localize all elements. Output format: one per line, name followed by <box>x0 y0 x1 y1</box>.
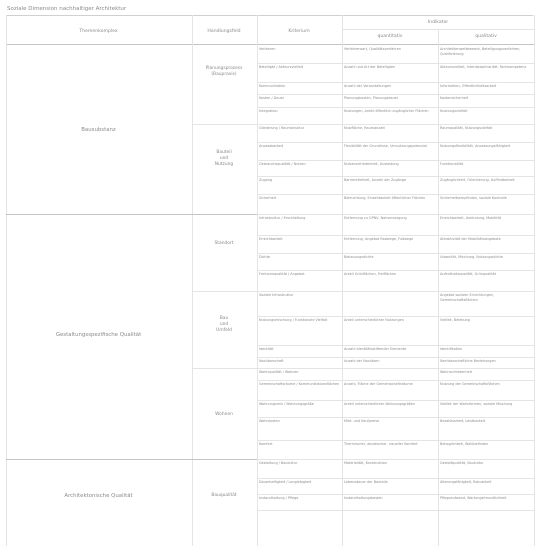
row-line <box>257 459 534 460</box>
kriterium-cell: Gemeinschaftsräume / Kommunikationsflächen <box>259 382 340 386</box>
qualitativ-cell: Funktionalität <box>440 162 464 166</box>
quantitativ-cell: Verfahrensart, Qualitätsverfahren <box>344 47 401 51</box>
qualitativ-cell: Alterungsfähigkeit, Robustheit <box>440 480 492 484</box>
row-line <box>257 235 534 236</box>
quantitativ-cell: Bebauungsdichte <box>344 255 374 259</box>
qualitativ-cell: Attraktivität der Mobilitätsangebote <box>440 237 501 241</box>
quantitativ-cell: Anzahl und Art der Beteiligten <box>344 65 396 69</box>
row-line <box>257 494 534 495</box>
row-line <box>257 478 534 479</box>
col-line-left <box>6 15 7 546</box>
header-qualitativ: qualitativ <box>475 34 497 39</box>
sub-separator-3 <box>192 368 257 369</box>
qualitativ-cell: Raumqualität, Nutzungsvielfalt <box>440 126 493 130</box>
row-line <box>257 194 534 195</box>
kriterium-cell: Wohnqualität / Wohnen <box>259 370 299 374</box>
handlungsfeld-planungsprozess: Planungsprozess (Baupraxis) <box>205 66 243 77</box>
sub-separator-1 <box>192 124 257 125</box>
kriterium-cell: Erreichbarkeit <box>259 237 283 241</box>
quantitativ-cell: Thermischer, akustischer, visueller Komfort <box>344 442 418 446</box>
kriterium-cell: Gestaltung / Baukultur <box>259 461 298 465</box>
qualitativ-cell: Vielfalt, Belebung <box>440 318 470 322</box>
row-line <box>257 510 534 511</box>
quantitativ-cell: Lebensdauer der Bauteile <box>344 480 388 484</box>
row-line <box>257 417 534 418</box>
row-line <box>257 176 534 177</box>
header-handlungsfeld: Handlungsfeld <box>207 29 241 34</box>
qualitativ-cell: Nachbarschaftliche Beziehungen <box>440 359 496 363</box>
qualitativ-cell: Nutzungsflexibilität, Anpassungsfähigkeit <box>440 144 511 148</box>
themenkomplex-architektur: Architektonische Qualität <box>64 493 133 499</box>
row-line <box>257 440 534 441</box>
quantitativ-cell: Anteil unterschiedlicher Wohnungsgrößen <box>344 402 416 406</box>
row-line <box>257 357 534 358</box>
themenkomplex-gestaltung: Gestaltungsspezifische Qualität <box>55 332 142 338</box>
kriterium-cell: Infrastruktur / Erschließung <box>259 216 306 220</box>
kriterium-cell: Dichte <box>259 255 270 259</box>
row-line <box>257 94 534 95</box>
header-quantitativ: quantitativ <box>377 34 403 39</box>
quantitativ-cell: Anteil unterschiedlicher Nutzungen <box>344 318 404 322</box>
qualitativ-cell: Information, Öffentlichkeitsarbeit <box>440 84 497 88</box>
quantitativ-cell: Anteil Grünflächen, Freiflächen <box>344 272 397 276</box>
table-title: Soziale Dimension nachhaltiger Architektur <box>7 4 533 16</box>
quantitativ-cell: Anzahl der Nachbarn <box>344 359 380 363</box>
row-line <box>257 380 534 381</box>
qualitativ-cell: Vielfalt der Wohnformen, soziale Mischung <box>440 402 513 406</box>
row-line <box>257 316 534 317</box>
handlungsfeld-standort: Standort <box>214 241 234 246</box>
row-line <box>257 368 534 369</box>
kriterium-cell: Kosten / Dauer <box>259 96 285 100</box>
row-line <box>257 400 534 401</box>
kriterium-cell: Kommunikation <box>259 84 286 88</box>
quantitativ-cell: Materialität, Konstruktion <box>344 461 387 465</box>
qualitativ-cell: Sicherheitsempfinden, soziale Kontrolle <box>440 196 507 200</box>
header-themenkomplex: Themenkomplex <box>79 29 118 34</box>
qualitativ-cell: Identifikation <box>440 347 463 351</box>
qualitativ-cell: Urbanität, Mischung, Nutzungsdichte <box>440 255 503 259</box>
kriterium-cell: Komfort <box>259 442 273 446</box>
qualitativ-cell: Behaglichkeit, Wohlbefinden <box>440 442 489 446</box>
col-line-right <box>534 15 535 546</box>
col-line-1 <box>192 15 193 546</box>
quantitativ-cell: Entfernung zu ÖPNV, Nahversorgung <box>344 216 407 220</box>
kriterium-cell: Nutzungsmischung / Funktionale Vielfalt <box>259 318 328 322</box>
kriterium-cell: Integration <box>259 109 278 113</box>
kriterium-cell: Verfahren <box>259 47 276 51</box>
quantitativ-cell: Instandhaltungskosten <box>344 496 383 500</box>
quantitativ-cell: Barrierefreiheit, Anzahl der Zugänge <box>344 178 407 182</box>
kriterium-cell: Beteiligte / Akteursvielfalt <box>259 65 304 69</box>
quantitativ-cell: Nutzerzufriedenheit, Auslastung <box>344 162 399 166</box>
qualitativ-cell: Erreichbarkeit, Anbindung, Mobilität <box>440 216 502 220</box>
kriterium-cell: Soziale Infrastruktur <box>259 293 294 297</box>
qualitativ-cell: Gestaltqualität, Baukultur <box>440 461 484 465</box>
kriterium-cell: Wohnkosten <box>259 419 280 423</box>
qualitativ-cell: Nutzung der Gemeinschaftsflächen <box>440 382 500 386</box>
kriterium-cell: Sicherheit <box>259 196 277 200</box>
kriterium-cell: Anpassbarkeit <box>259 144 284 148</box>
sub-separator-2 <box>192 291 257 292</box>
row-line <box>257 270 534 271</box>
qualitativ-cell: Wohnzufriedenheit <box>440 370 472 374</box>
qualitativ-cell: Pflegeaufwand, Wartungsfreundlichkeit <box>440 496 507 500</box>
row-line <box>257 107 534 108</box>
handlungsfeld-bauteil-nutzung: Bauteil und Nutzung <box>214 150 234 167</box>
kriterium-cell: Freiraumqualität / Angebot <box>259 272 305 276</box>
quantitativ-cell: Beleuchtung, Einsehbarkeit öffentlicher Flächen <box>344 196 426 200</box>
kriterium-cell: Dauerhaftigkeit / Langlebigkeit <box>259 480 312 484</box>
kriterium-cell: Instandhaltung / Pflege <box>259 496 299 500</box>
handlungsfeld-bauqualitaet: Bauqualität <box>211 493 237 498</box>
quantitativ-cell: Planungskosten, Planungsdauer <box>344 96 399 100</box>
qualitativ-cell: Nutzungsvielfalt <box>440 109 468 113</box>
quantitativ-cell: Anzahl der Veranstaltungen <box>344 84 392 88</box>
row-line <box>257 82 534 83</box>
handlungsfeld-wohnen: Wohnen <box>215 412 233 417</box>
kriterium-cell: Gebrauchsqualität / Nutzen <box>259 162 306 166</box>
kriterium-cell: Wohnungsmix / Wohnungsgröße <box>259 402 314 406</box>
quantitativ-cell: Anzahl, Fläche der Gemeinschaftsräume <box>344 382 413 386</box>
qualitativ-cell: Architektenwettbewerb, Beteiligungsverfahren, Qualifizierung <box>440 47 521 56</box>
qualitativ-cell: Akteursvielfalt, Interdisziplinarität, Fachkompetenz <box>440 65 527 69</box>
qualitativ-cell: Zugänglichkeit, Orientierung, Auffindbarkeit <box>440 178 515 182</box>
quantitativ-cell: Nutzungen, Anteil öffentlich zugänglicher Flächen <box>344 109 429 113</box>
qualitativ-cell: Kostensicherheit <box>440 96 469 100</box>
qualitativ-cell: Aufenthaltsqualität, Grünqualität <box>440 272 496 276</box>
quantitativ-cell: Flexibilität der Grundrisse, Umnutzungspotenzial <box>344 144 427 148</box>
kriterium-cell: Zugang <box>259 178 273 182</box>
qualitativ-cell: Angebot sozialer Einrichtungen, Gemeinschaftsflächen <box>440 293 495 302</box>
quantitativ-cell: Entfernung, Angebot Radwege, Fußwege <box>344 237 414 241</box>
row-line <box>257 253 534 254</box>
kriterium-cell: Identität <box>259 347 274 351</box>
row-line <box>257 63 534 64</box>
header-kriterium: Kriterium <box>288 29 310 34</box>
row-line <box>257 124 534 125</box>
row-line <box>257 291 534 292</box>
kriterium-cell: Nachbarschaft <box>259 359 284 363</box>
quantitativ-cell: Nutzfläche, Raumanzahl <box>344 126 386 130</box>
handlungsfeld-bau-umfeld: Bau und Umfeld <box>216 316 232 333</box>
themenkomplex-bausubstanz: Bausubstanz <box>81 127 116 133</box>
row-line <box>257 214 534 215</box>
header-indikator: Indikator <box>427 20 449 25</box>
row-line <box>257 160 534 161</box>
header-bottom-rule <box>6 44 534 45</box>
quantitativ-cell: Anzahl identitätsstiftender Elemente <box>344 347 407 351</box>
kriterium-cell: Gliederung / Raumstruktur <box>259 126 305 130</box>
qualitativ-cell: Bezahlbarkeit, Leistbarkeit <box>440 419 486 423</box>
row-line <box>257 142 534 143</box>
row-line <box>257 345 534 346</box>
quantitativ-cell: Miet- und Kaufpreise <box>344 419 380 423</box>
